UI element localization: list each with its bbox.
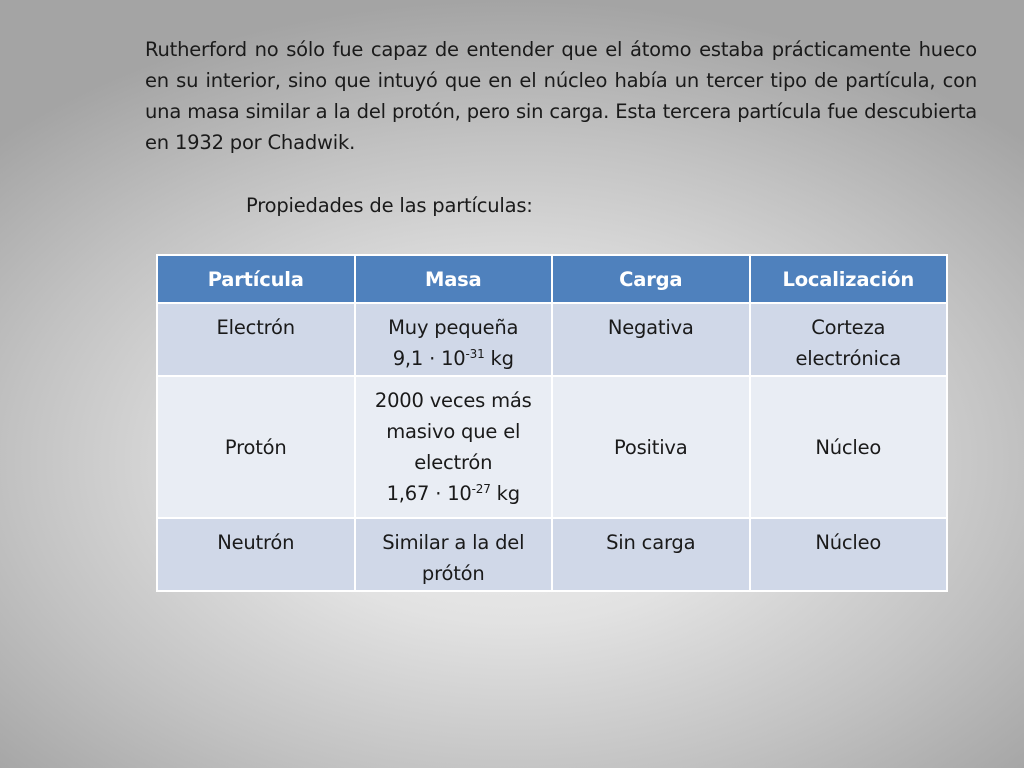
header-charge: Carga [552, 255, 750, 303]
mass-base: 9,1 · 10 [392, 347, 466, 370]
mass-description-line-2: prótón [421, 562, 485, 585]
header-mass: Masa [355, 255, 553, 303]
cell-charge: Negativa [552, 303, 750, 376]
table-header-row [157, 255, 947, 303]
cell-particle: Protón [157, 376, 355, 518]
mass-unit: kg [490, 482, 520, 505]
table-row-electron [157, 303, 947, 376]
header-location: Localización [750, 255, 948, 303]
mass-description-line-1: Similar a la del [382, 531, 525, 554]
cell-location: Núcleo [750, 518, 948, 591]
cell-location [750, 303, 948, 376]
cell-particle: Electrón [157, 303, 355, 376]
mass-unit: kg [484, 347, 514, 370]
mass-description-line-3: electrón [414, 451, 493, 474]
mass-value [362, 478, 546, 509]
cell-location: Núcleo [750, 376, 948, 518]
table-row-proton [157, 376, 947, 518]
table-caption: Propiedades de las partículas: [246, 194, 533, 217]
mass-base: 1,67 · 10 [386, 482, 472, 505]
cell-mass [355, 303, 553, 376]
mass-description-line-1: 2000 veces más [374, 389, 532, 412]
location-line-1: Corteza [811, 316, 886, 339]
mass-value [362, 343, 546, 374]
cell-mass [355, 376, 553, 518]
cell-charge: Positiva [552, 376, 750, 518]
cell-mass [355, 518, 553, 591]
mass-exponent: -31 [465, 347, 485, 361]
cell-particle: Neutrón [157, 518, 355, 591]
mass-description: Muy pequeña [388, 316, 519, 339]
location-line-2: electrónica [795, 347, 902, 370]
cell-charge: Sin carga [552, 518, 750, 591]
table-row-neutron [157, 518, 947, 591]
header-particle: Partícula [157, 255, 355, 303]
intro-paragraph: Rutherford no sólo fue capaz de entender que el átomo estaba prácticamente hueco en su interior, sino que intuyó que en el núcleo había un tercer tipo de partícula, con una masa similar a la del protón, pero sin carga. Esta tercera partícula fue descubierta en 1932 por Chadwik. [145, 38, 977, 154]
mass-description-line-2: masivo que el [386, 420, 521, 443]
mass-exponent: -27 [471, 482, 491, 496]
particle-properties-table [156, 254, 948, 592]
